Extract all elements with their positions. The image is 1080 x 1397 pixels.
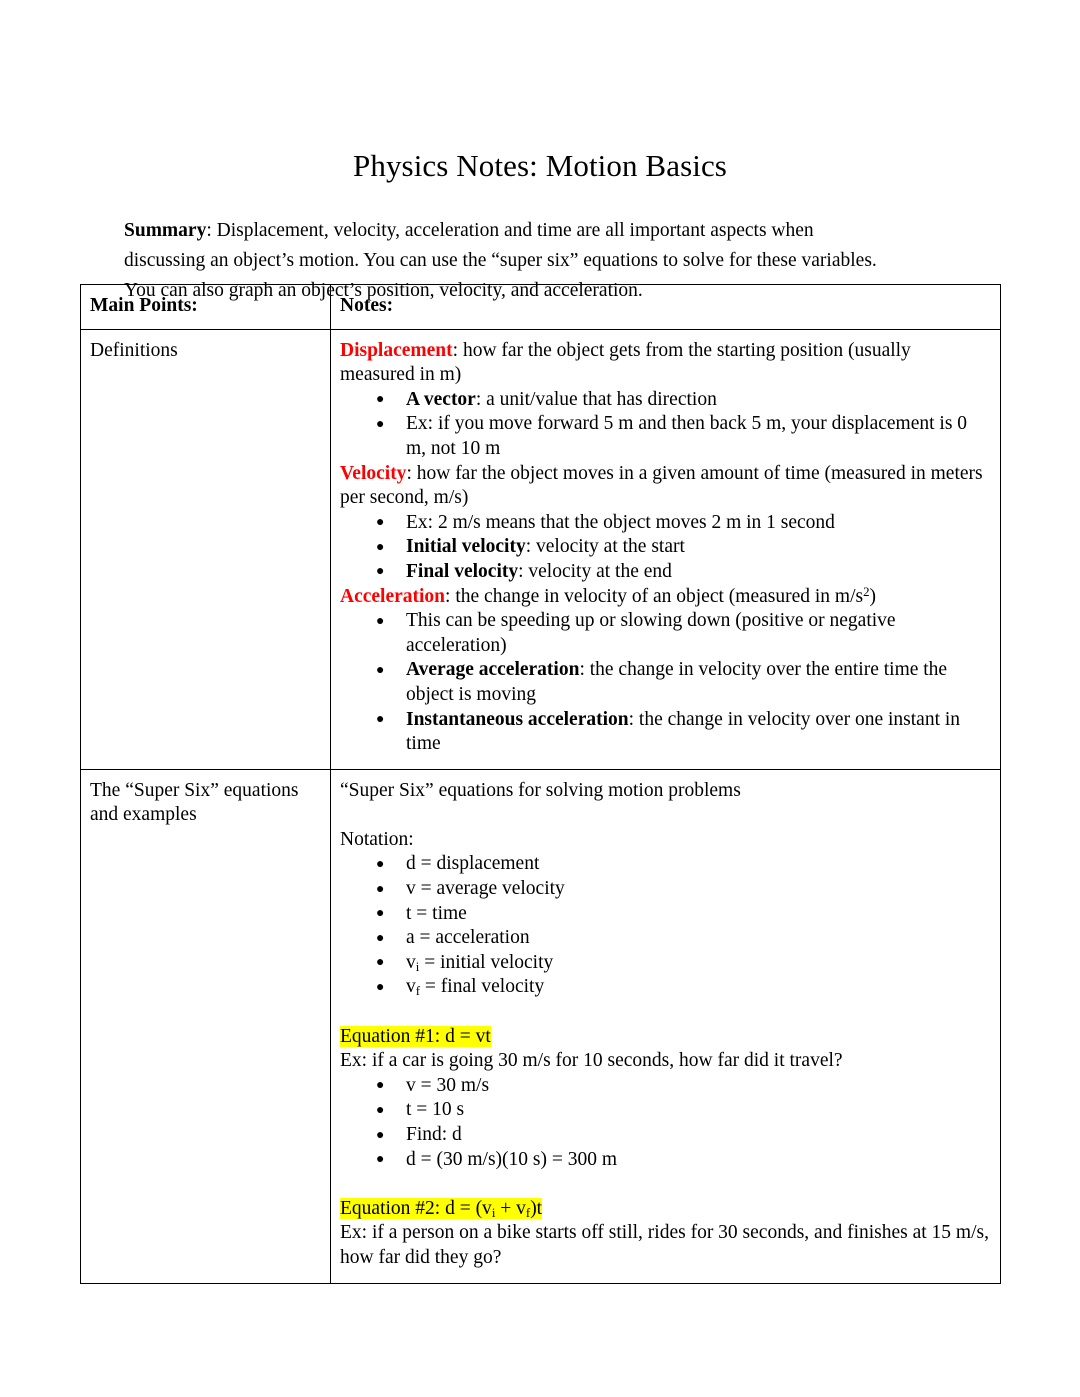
list-item xyxy=(340,902,990,927)
bullet-text: Ex: 2 m/s means that the object moves 2 m in 1 second xyxy=(406,511,835,533)
notes-cell-definitions xyxy=(331,329,1001,769)
header-notes-label: Notes: xyxy=(340,295,394,316)
notation-definition: = displacement xyxy=(415,853,540,875)
summary-label: Summary xyxy=(124,219,207,241)
notation-subscript: f xyxy=(415,984,421,999)
notation-label: Notation: xyxy=(340,828,414,850)
list-item xyxy=(340,560,990,585)
notation-definition: = time xyxy=(411,902,467,924)
list-item: ● t = 10 s xyxy=(340,1098,990,1123)
bullet-bold-final-velocity: Final velocity xyxy=(406,560,519,582)
notation-definition: = initial velocity xyxy=(419,951,554,973)
bullet-text: Ex: if you move forward 5 m and then back 5 m, your displacement is 0 m, not 10 m xyxy=(406,413,968,459)
definition-acceleration-post: ) xyxy=(869,585,877,607)
table-row-super-six xyxy=(81,769,1001,1283)
term-displacement: Displacement xyxy=(340,339,453,361)
bullet-text: : a unit/value that has direction xyxy=(475,388,717,410)
list-item xyxy=(340,388,990,413)
list-item xyxy=(340,877,990,902)
list-item xyxy=(340,708,990,757)
main-point-cell-super-six xyxy=(81,769,331,1283)
acceleration-unit-exponent: 2 xyxy=(863,584,870,599)
main-point-label-definitions: Definitions xyxy=(90,339,178,361)
table-row-definitions xyxy=(81,329,1001,769)
definitions-content xyxy=(331,330,1000,769)
list-item xyxy=(340,535,990,560)
list-item xyxy=(340,511,990,536)
displacement-bullet-list xyxy=(340,388,990,462)
velocity-bullet-list xyxy=(340,511,990,585)
notation-symbol: a xyxy=(406,927,415,949)
equation-1-bullet-list xyxy=(340,1074,990,1172)
table-header-cell-notes xyxy=(331,285,1001,330)
equation-2-subscript-i: i xyxy=(491,1205,496,1220)
equation-2-block xyxy=(340,1197,990,1222)
bullet-bold-initial-velocity: Initial velocity xyxy=(406,536,526,558)
notation-symbol: v xyxy=(406,951,416,973)
bullet-text: : velocity at the start xyxy=(525,536,685,558)
list-item: ● d = (30 m/s)(10 s) = 300 m xyxy=(340,1148,990,1173)
notation-definition: = average velocity xyxy=(415,878,565,900)
notation-subscript: i xyxy=(415,959,420,974)
page-title: Physics Notes: Motion Basics xyxy=(353,147,727,183)
notation-definition: = acceleration xyxy=(414,927,530,949)
acceleration-bullet-list xyxy=(340,609,990,757)
term-velocity: Velocity xyxy=(340,462,407,484)
list-item xyxy=(340,951,990,976)
main-point-label-super-six: The “Super Six” equations and examples xyxy=(90,779,299,826)
header-main-points-label: Main Points: xyxy=(90,295,198,316)
equation-2-mid: + v xyxy=(495,1197,526,1219)
bullet-bold-instantaneous-acceleration: Instantaneous acceleration xyxy=(406,708,629,730)
bullet-text: This can be speeding up or slowing down (positive or negative acceleration) xyxy=(406,610,896,656)
list-item xyxy=(340,412,990,461)
super-six-content xyxy=(331,770,1000,1283)
velocity-definition-block xyxy=(340,462,990,511)
list-item xyxy=(340,609,990,658)
bullet-bold-average-acceleration: Average acceleration xyxy=(406,659,580,681)
equation-2-subscript-f: f xyxy=(525,1205,531,1220)
equation-2-highlighted-label xyxy=(340,1198,542,1219)
list-item: ● v = 30 m/s xyxy=(340,1074,990,1099)
blank-line xyxy=(340,803,990,828)
definition-displacement: : how far the object gets from the starting position (usually measured in m) xyxy=(340,339,911,386)
term-acceleration: Acceleration xyxy=(340,585,446,607)
notes-cell-super-six xyxy=(331,769,1001,1283)
blank-line xyxy=(340,1000,990,1025)
notation-definition: = final velocity xyxy=(420,976,545,998)
notation-bullet-list xyxy=(340,852,990,1000)
list-item xyxy=(340,852,990,877)
equation-1-example: Ex: if a car is going 30 m/s for 10 seconds, how far did it travel? xyxy=(340,1050,843,1072)
definition-acceleration-pre: : the change in velocity of an object (measured in m/s xyxy=(445,585,864,607)
equation-2-prefix: Equation #2: d = (v xyxy=(340,1197,492,1219)
bullet-text: : the change in velocity over one instant in time xyxy=(406,708,961,755)
list-item xyxy=(340,926,990,951)
definition-velocity: : how far the object moves in a given amount of time (measured in meters per second, m/s) xyxy=(340,462,983,509)
equation-2-example: Ex: if a person on a bike starts off still, rides for 30 seconds, and finishes at 15 m/s, how far did they go? xyxy=(340,1222,989,1268)
list-item: ● Find: d xyxy=(340,1123,990,1148)
list-item xyxy=(340,658,990,707)
summary-text: : Displacement, velocity, acceleration and time are all important aspects when discussing an object’s motion. You can use the “super six” equations to solve for these variables. You can also graph an object’s position, velocity, and acceleration. xyxy=(124,219,877,301)
list-item xyxy=(340,975,990,1000)
notes-table xyxy=(80,284,1001,1284)
blank-line xyxy=(340,1172,990,1197)
equation-1-highlighted-label: Equation #1: d = vt xyxy=(340,1025,491,1047)
equation-1-block xyxy=(340,1025,990,1050)
notation-symbol: t xyxy=(406,902,412,924)
equation-2-suffix: )t xyxy=(530,1197,543,1219)
table-header-row xyxy=(81,285,1001,330)
main-point-cell-definitions xyxy=(81,329,331,769)
acceleration-definition-block xyxy=(340,585,990,610)
notation-symbol: v xyxy=(406,976,416,998)
displacement-definition-block xyxy=(340,339,990,388)
notation-symbol: v xyxy=(406,878,416,900)
super-six-intro: “Super Six” equations for solving motion problems xyxy=(340,779,741,801)
notation-symbol: d xyxy=(406,853,416,875)
bullet-text: : the change in velocity over the entire time the object is moving xyxy=(406,659,948,705)
bullet-bold-vector: A vector xyxy=(406,388,476,410)
bullet-text: : velocity at the end xyxy=(518,560,672,582)
table-header-cell-main-points xyxy=(81,285,331,330)
